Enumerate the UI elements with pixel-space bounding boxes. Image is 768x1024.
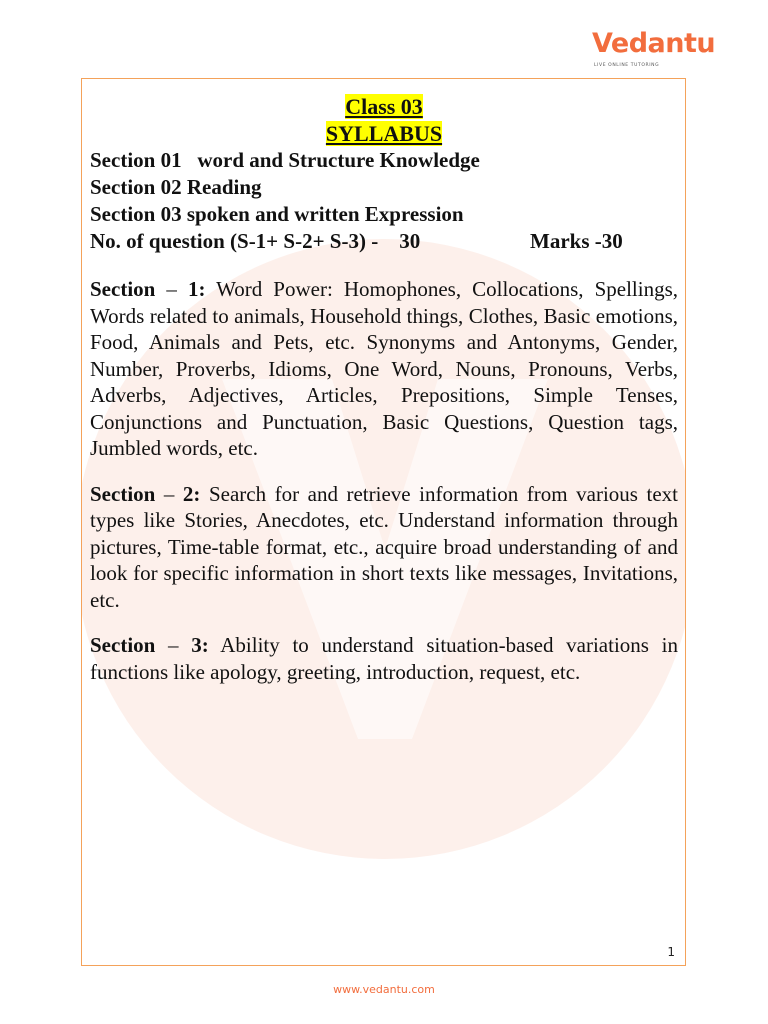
logo-tagline: LIVE ONLINE TUTORING [594, 63, 660, 68]
syllabus-title: SYLLABUS [325, 121, 443, 146]
section-3-paragraph: Section – 3: Ability to understand situation-based variations in functions like apology, greeting, introduction, request, etc. [90, 633, 678, 684]
section-1-text: Word Power: Homophones, Collocations, Spellings, Words related to animals, Household things, Clothes, Basic emotions, Food, Animals and Pets, etc. Synonyms and Antonyms, Gender, Number, Proverbs, Idioms, One Word, Nouns, Pronouns, Verbs, Adverbs, Adjectives, Articles, Prepositions, Simple Tenses, Conjunctions and Punctuation, Basic Questions, Question tags, Jumbled words, etc. [90, 277, 679, 460]
page-number: 1 [667, 945, 675, 959]
section-2-num: 2: [182, 481, 201, 506]
marks-total: Marks -30 [530, 229, 623, 253]
section-3-num: 3: [191, 633, 209, 657]
section-1-num: 1: [187, 277, 206, 301]
section-line-1: Section 01 word and Structure Knowledge [90, 148, 480, 172]
section-2-paragraph: Section – 2: Search for and retrieve information from various text types like Stories, Anecdotes, etc. Understand information through pictures, Time-table format, etc., acquire broad understanding of and look for specific information in short texts like messages, Invitations, etc. [90, 481, 679, 612]
syllabus-content [90, 93, 678, 685]
question-count: No. of question (S-1+ S-2+ S-3) - 30 [90, 229, 421, 253]
footer-link[interactable]: www.vedantu.com [333, 983, 435, 996]
page-frame [81, 78, 686, 966]
section-2-text: Search for and retrieve information from various text types like Stories, Anecdotes, etc. Understand information through pictures, Time-table format, etc., acquire broad understanding of and look for specific information in short texts like messages, Invitations, etc. [90, 481, 679, 612]
section-2-label: Section [90, 481, 156, 506]
section-3-label: Section [90, 633, 156, 657]
vedantu-logo [584, 28, 716, 72]
section-1-paragraph: Section – 1: Word Power: Homophones, Collocations, Spellings, Words related to animals, Household things, Clothes, Basic emotions, Food, Animals and Pets, etc. Synonyms and Antonyms, Gender, Number, Proverbs, Idioms, One Word, Nouns, Pronouns, Verbs, Adverbs, Adjectives, Articles, Prepositions, Simple Tenses, Conjunctions and Punctuation, Basic Questions, Question tags, Jumbled words, etc. [90, 277, 679, 460]
section-line-3: Section 03 spoken and written Expression [90, 202, 464, 226]
question-marks-row [90, 228, 678, 255]
section-1-label: Section [90, 277, 156, 301]
section-line-2: Section 02 Reading [90, 175, 262, 199]
section-3-text: Ability to understand situation-based variations in functions like apology, greeting, introduction, request, etc. [90, 633, 678, 684]
logo-wordmark: Vedantu [592, 28, 716, 59]
class-title: Class 03 [345, 94, 423, 119]
